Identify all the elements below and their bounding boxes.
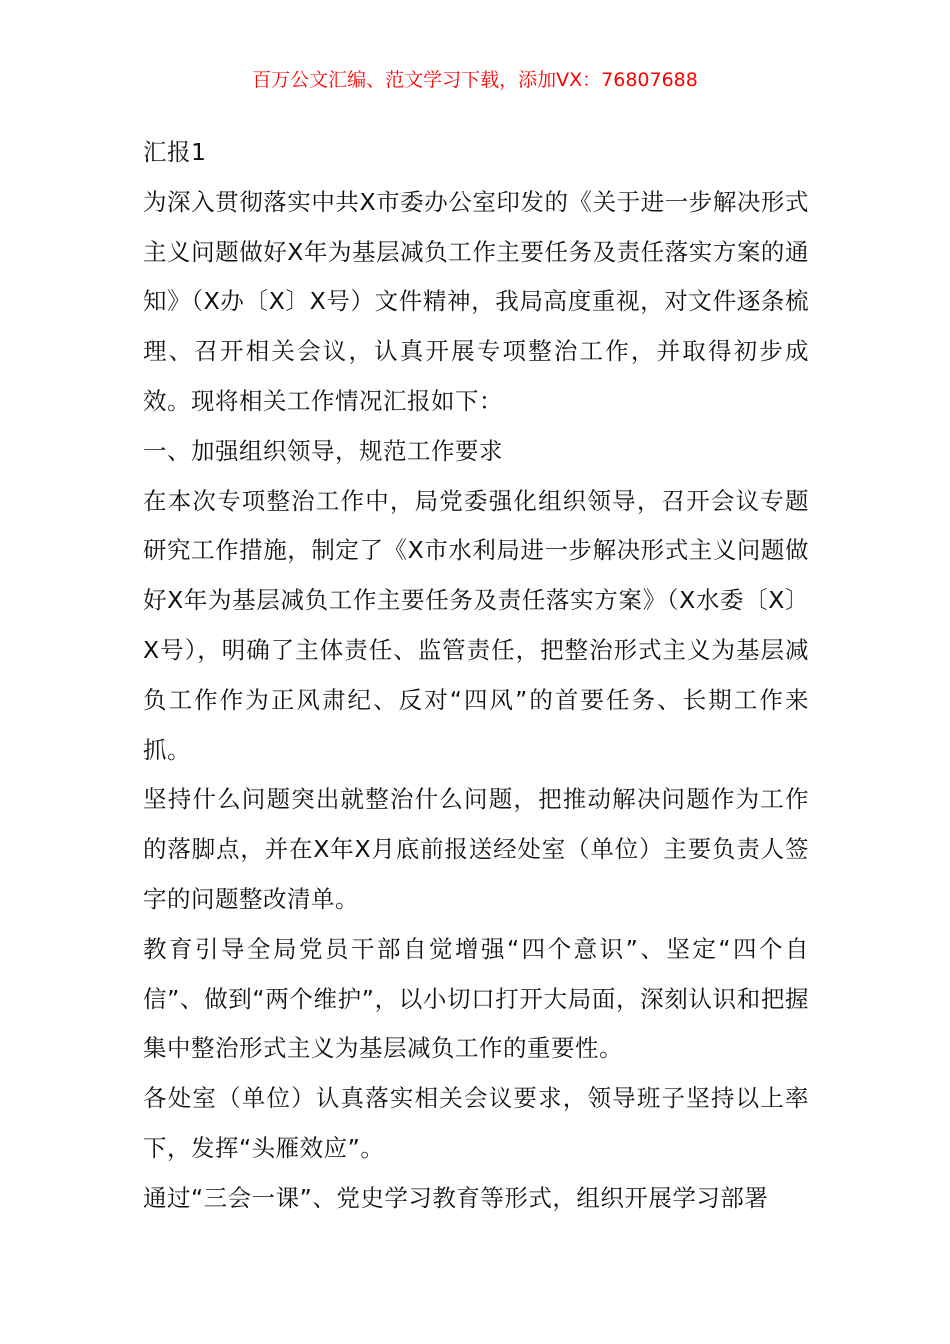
paragraph-study: 通过“三会一课”、党史学习教育等形式，组织开展学习部署 xyxy=(143,1183,769,1212)
section-heading-1: 一、加强组织领导，规范工作要求 xyxy=(143,436,503,465)
watermark-header: 百万公文汇编、范文学习下载，添加VX：76807688 xyxy=(252,69,698,91)
document-title: 汇报1 xyxy=(143,138,207,166)
paragraph-education: 教育引导全局党员干部自觉增强“四个意识”、坚定“四个自信”、做到“两个维护”，以小切口打开大局面，深刻认识和把握集中整治形式主义为基层减负工作的重要性。 xyxy=(143,934,809,1063)
paragraph-problems: 坚持什么问题突出就整治什么问题，把推动解决问题作为工作的落脚点，并在X年X月底前报送经处室（单位）主要负责人签字的问题整改清单。 xyxy=(143,785,809,913)
paragraph-departments: 各处室（单位）认真落实相关会议要求，领导班子坚持以上率下，发挥“头雁效应”。 xyxy=(143,1084,809,1162)
document-body xyxy=(143,128,809,1224)
paragraph-intro: 为深入贯彻落实中共X市委办公室印发的《关于进一步解决形式主义问题做好X年为基层减负工作主要任务及责任落实方案的通知》（X办〔X〕X号）文件精神，我局高度重视，对文件逐条梳理、召开相关会议，认真开展专项整治工作，并取得初步成效。现将相关工作情况汇报如下： xyxy=(143,187,809,415)
paragraph-leadership: 在本次专项整治工作中，局党委强化组织领导，召开会议专题研究工作措施，制定了《X市水利局进一步解决形式主义问题做好X年为基层减负工作主要任务及责任落实方案》（X水委〔X〕X号），明确了主体责任、监管责任，把整治形式主义为基层减负工作作为正风肃纪、反对“四风”的首要任务、长期工作来抓。 xyxy=(143,486,809,764)
